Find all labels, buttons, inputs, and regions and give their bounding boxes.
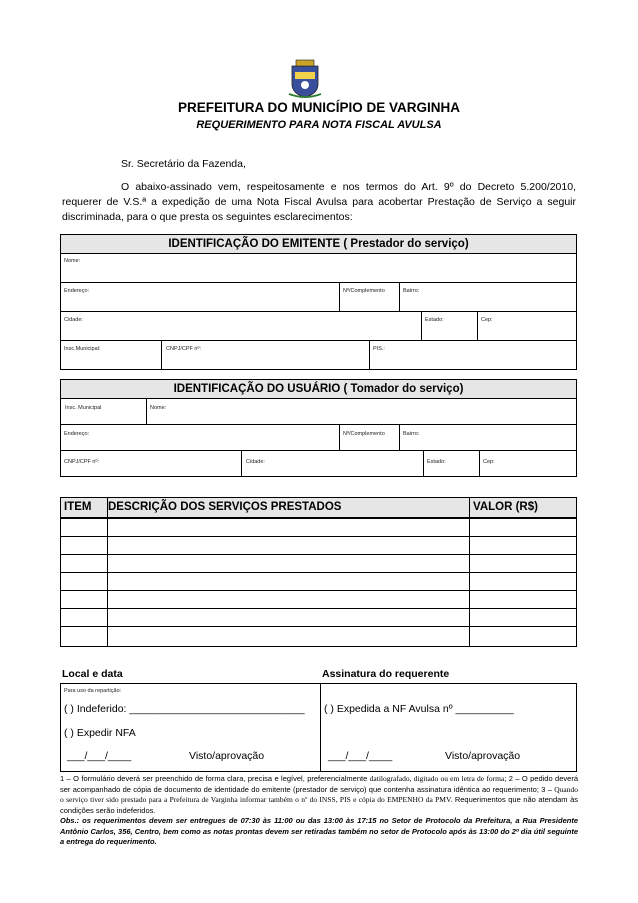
reparticao-box bbox=[60, 683, 577, 772]
col-descricao: DESCRIÇÃO DOS SERVIÇOS PRESTADOS bbox=[108, 501, 342, 513]
label-nome: Nome: bbox=[64, 258, 81, 264]
emitente-cnpj-field[interactable] bbox=[161, 341, 369, 369]
uso-reparticao-label: Para uso da repartição: bbox=[64, 688, 122, 694]
service-row[interactable] bbox=[61, 608, 576, 626]
emitente-bairro-field[interactable] bbox=[399, 283, 576, 311]
label-complemento: Nº/Complemento bbox=[343, 431, 385, 437]
divider bbox=[320, 684, 321, 771]
label-cnpj: CNPJ/CPF nº: bbox=[166, 346, 202, 352]
emitente-insc-row bbox=[61, 341, 576, 369]
service-row[interactable] bbox=[61, 626, 576, 646]
usuario-estado-field[interactable] bbox=[423, 451, 479, 476]
form-title: REQUERIMENTO PARA NOTA FISCAL AVULSA bbox=[196, 119, 442, 131]
note-text: 1 – O formulário deverá ser preenchido de forma clara, precisa e legível, preferencialmente bbox=[60, 774, 370, 783]
assinatura-label: Assinatura do requerente bbox=[322, 668, 450, 680]
usuario-nome-field[interactable] bbox=[146, 399, 576, 424]
usuario-cidade-field[interactable] bbox=[241, 451, 423, 476]
emitente-estado-field[interactable] bbox=[421, 312, 477, 340]
usuario-bairro-field[interactable] bbox=[399, 425, 576, 450]
org-title: PREFEITURA DO MUNICÍPIO DE VARGINHA bbox=[177, 100, 460, 115]
service-row[interactable] bbox=[61, 518, 576, 536]
date-field-1[interactable]: ___/___/____ bbox=[67, 750, 132, 762]
label-pis: PIS.: bbox=[373, 346, 385, 352]
service-row[interactable] bbox=[61, 572, 576, 590]
emitente-title: IDENTIFICAÇÃO DO EMITENTE ( Prestador do serviço) bbox=[61, 235, 576, 254]
label-cep: Cep: bbox=[481, 317, 493, 323]
expedir-nfa-checkbox[interactable]: ( ) Expedir NFA bbox=[64, 727, 136, 739]
note-text: ; 2 – O pedido deverá ser acompanhado de cópia de documento de identidade do emitente (prestador de serviço) que contenha assinatura idêntica ao requerimento; 3 – bbox=[60, 774, 578, 794]
note-text: Requerimentos que não atendam às condições serão indeferidos. bbox=[60, 795, 578, 815]
emitente-endereco-row bbox=[61, 283, 576, 312]
emitente-section bbox=[60, 234, 577, 370]
usuario-section bbox=[60, 379, 577, 477]
instructions-notes bbox=[60, 774, 578, 848]
usuario-title: IDENTIFICAÇÃO DO USUÁRIO ( Tomador do serviço) bbox=[61, 380, 576, 399]
obs-note: Obs.: os requerimentos devem ser entregues de 07:30 às 11:00 ou das 13:00 às 17:15 no Setor de Protocolo da Prefeitura, a Rua Presidente Antônio Carlos, 356, Centro, bem como as notas prontas devem ser retiradas também no setor de Protocolo após às 13:00 do 2º dia útil seguinte a entrega do requerimento. bbox=[60, 816, 578, 846]
col-valor: VALOR (R$) bbox=[473, 501, 538, 513]
service-row[interactable] bbox=[61, 554, 576, 572]
label-estado: Estado: bbox=[427, 459, 446, 465]
usuario-insc-field[interactable]: Insc. Municipal bbox=[65, 405, 102, 411]
emitente-cep-field[interactable] bbox=[477, 312, 576, 340]
label-bairro: Bairro: bbox=[403, 431, 420, 437]
usuario-insc-row bbox=[61, 399, 576, 425]
emitente-complemento-field[interactable] bbox=[339, 283, 399, 311]
date-field-2[interactable]: ___/___/____ bbox=[328, 750, 393, 762]
label-complemento: Nº/Complemento bbox=[343, 288, 385, 294]
usuario-endereco-field[interactable]: Endereço: bbox=[64, 431, 90, 437]
visto-label-2: Visto/aprovação bbox=[445, 750, 521, 762]
services-table bbox=[60, 497, 577, 647]
service-row[interactable] bbox=[61, 590, 576, 608]
label-cep: Cep: bbox=[483, 459, 495, 465]
usuario-endereco-row bbox=[61, 425, 576, 451]
expedida-checkbox[interactable]: ( ) Expedida a NF Avulsa nº __________ bbox=[324, 703, 514, 715]
usuario-cnpj-row bbox=[61, 451, 576, 476]
emitente-cidade-field[interactable]: Cidade: bbox=[64, 317, 83, 323]
note-text: datilografado, digitado ou em letra de forma bbox=[369, 774, 505, 783]
label-cidade: Cidade: bbox=[246, 459, 265, 465]
emitente-cidade-row bbox=[61, 312, 576, 341]
label-estado: Estado: bbox=[425, 317, 444, 323]
municipal-crest-icon bbox=[288, 58, 322, 98]
service-row[interactable] bbox=[61, 536, 576, 554]
visto-label-1: Visto/aprovação bbox=[189, 750, 265, 762]
local-data-label: Local e data bbox=[62, 668, 123, 680]
usuario-cnpj-field[interactable]: CNPJ/CPF nº: bbox=[64, 459, 100, 465]
indeferido-checkbox[interactable]: ( ) Indeferido: ______________________________ bbox=[64, 703, 305, 715]
col-item: ITEM bbox=[64, 501, 92, 513]
label-nome: Nome: bbox=[150, 405, 167, 411]
emitente-nome-field[interactable] bbox=[61, 254, 576, 283]
emitente-pis-field[interactable] bbox=[369, 341, 576, 369]
request-paragraph: O abaixo-assinado vem, respeitosamente e nos termos do Art. 9º do Decreto 5.200/2010, requerer de V.S.ª a expedição de uma Nota Fiscal Avulsa para acobertar Prestação de Serviço a seguir discriminada, para o que presta os seguintes esclarecimentos: bbox=[62, 181, 576, 223]
usuario-complemento-field[interactable] bbox=[339, 425, 399, 450]
emitente-endereco-field[interactable]: Endereço: bbox=[64, 288, 90, 294]
emitente-insc-field[interactable]: Insc.Municipal: bbox=[64, 346, 101, 352]
label-bairro: Bairro: bbox=[403, 288, 420, 294]
note-text: Quando o serviço tiver sido prestado para a Prefeitura de Varginha informar também o nº do INSS, PIS e cópia do EMPENHO da PMV. bbox=[60, 784, 578, 804]
salutation: Sr. Secretário da Fazenda, bbox=[121, 158, 246, 170]
usuario-cep-field[interactable] bbox=[479, 451, 576, 476]
